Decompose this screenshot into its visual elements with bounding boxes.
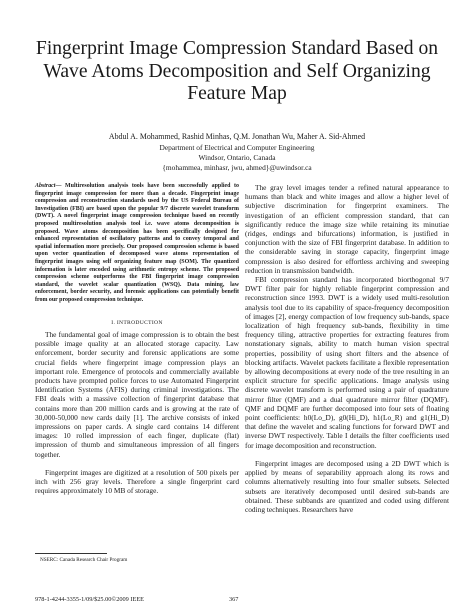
isbn-copyright: 978-1-4244-3355-1/09/$25.00©2009 IEEE bbox=[35, 596, 145, 603]
title-line: Wave Atoms Decomposition and Self Organizing bbox=[43, 60, 431, 82]
intro-paragraph: The fundamental goal of image compression is to obtain the best possible image quality at an allocated storage capacity. Law enforcement, border security and forensic applications are some crucial fields where fingerprint image compression plays an important role. Emergence of protocols and commercially available products have prompted police forces to use Automated Fingerprint Identification Systems (AFIS) during criminal investigations. The FBI deals with a massive collection of fingerprint database that contains more than 200 million cards and is growing at the rate of 30,000-50,000 new cards daily [1]. The archive consists of inked impressions on paper cards. A single card contains 14 different images: 10 rolled impression of each finger, duplicate (flat) impression of thumb and simultaneous impression of all fingers together. bbox=[35, 330, 239, 459]
left-column bbox=[35, 183, 239, 305]
paper-title bbox=[20, 38, 454, 106]
right-column bbox=[245, 183, 449, 514]
footnote: NSERC: Canada Research Chair Program bbox=[40, 557, 128, 563]
abstract bbox=[35, 183, 239, 305]
body-paragraph: The gray level images tender a refined natural appearance to humans than black and white images and allow a higher level of subjective discrimination for fingerprint examiners. The investigation of an efficient compression standard, that can significantly reduce the image size while retaining its minutiae (ridges, endings and bifurcations) information, is justified in conjunction with the size of FBI fingerprint database. In addition to the considerable saving in storage capacity, fingerprint image compression is also desired for effortless archiving and sweeping reduction in transmission bandwidth. bbox=[245, 183, 449, 275]
affiliation-emails: {mohammea, minhasr, jwu, ahmed}@uwindsor.ca bbox=[162, 163, 312, 173]
affiliation-block bbox=[20, 143, 454, 174]
intro-paragraph: Fingerprint images are digitized at a resolution of 500 pixels per inch with 256 gray levels. Therefore a single fingerprint card requires approximately 10 MB of storage. bbox=[35, 467, 239, 496]
page-number: 367 bbox=[229, 596, 239, 603]
introduction-body bbox=[35, 330, 239, 495]
abstract-dash: — bbox=[55, 183, 62, 189]
section-heading-introduction: I. INTRODUCTION bbox=[111, 320, 163, 326]
title-line: Feature Map bbox=[187, 83, 287, 104]
title-line: Fingerprint Image Compression Standard Based on bbox=[35, 38, 439, 59]
author-list: Abdul A. Mohammed, Rashid Minhas, Q.M. Jonathan Wu, Maher A. Sid-Ahmed bbox=[108, 132, 366, 141]
body-paragraph: Fingerprint images are decomposed using a 2D DWT which is applied by means of separability approach along its rows and columns alternatively resulting into four smaller subsets. Selected subsets are iteratively decomposed until desired sub-bands are obtained. These subbands are quantized and coded using different coding techniques. Researchers have bbox=[245, 458, 449, 514]
abstract-text: Multiresolution analysis tools have been successfully applied to fingerprint image compression for more than a decade. Fingerprint image compression and reconstruction standards used by the US Federal Bureau of Investigation (FBI) are based upon the popular 9/7 discrete wavelet transform (DWT). A novel fingerprint image compression technique based on recently proposed multiresolution analysis tool i.e. wave atoms decomposition is proposed. Wave atoms decomposition has been specifically designed for enhanced representation of oscillatory patterns and to convey temporal and spatial information more precisely. Our proposed compression scheme is based upon vector quantization of decomposed wave atoms representation of fingerprint images using self organizing feature map (SOM). The quantized information is later encoded using arithmetic entropy scheme. The proposed compression scheme outperforms the FBI fingerprint image compression standard, the wavelet scalar quantization (WSQ). Data mining, law enforcement, border security, and forensic applications can potentially benefit from our proposed compression technique. bbox=[35, 183, 239, 303]
footnote-rule bbox=[35, 553, 107, 554]
abstract-label: Abstract bbox=[35, 183, 56, 189]
body-paragraph: FBI compression standard has incorporated biorthogonal 9/7 DWT filter pair for highly reliable fingerprint compression and reconstruction since 1993. DWT is a widely used multi-resolution analysis tool due to its capability of space-frequency decomposition of images [2], energy compaction of low frequency sub-bands, space localization of high frequency sub-bands, flexibility in time frequency tiling, attractive properties for extracting features from nonstationary signals, ability to match human vision spectral properties, possibility of using short filters and the absence of blocking artifacts. Wavelet packets facilitate a flexible representation by allowing decompositions at every node of the tree resulting in an explicit structure for specific applications. Image analysis using discrete wavelet transform is performed using a pair of quadrature mirror filter (QMF) and a dual quadrature mirror filter (DQMF). QMF and DQMF are further decomposed into four sets of floating point coefficients: h0(Lo_D), g0(Hi_D), h1(Lo_R) and g1(Hi_D) that define the wavelet and scaling functions for forward DWT and inverse DWT respectively. Table I details the filter coefficients used for image decomposition and reconstruction. bbox=[245, 275, 449, 450]
affiliation-location: Windsor, Ontario, Canada bbox=[198, 153, 276, 163]
affiliation-department: Department of Electrical and Computer Engineering bbox=[159, 143, 315, 152]
